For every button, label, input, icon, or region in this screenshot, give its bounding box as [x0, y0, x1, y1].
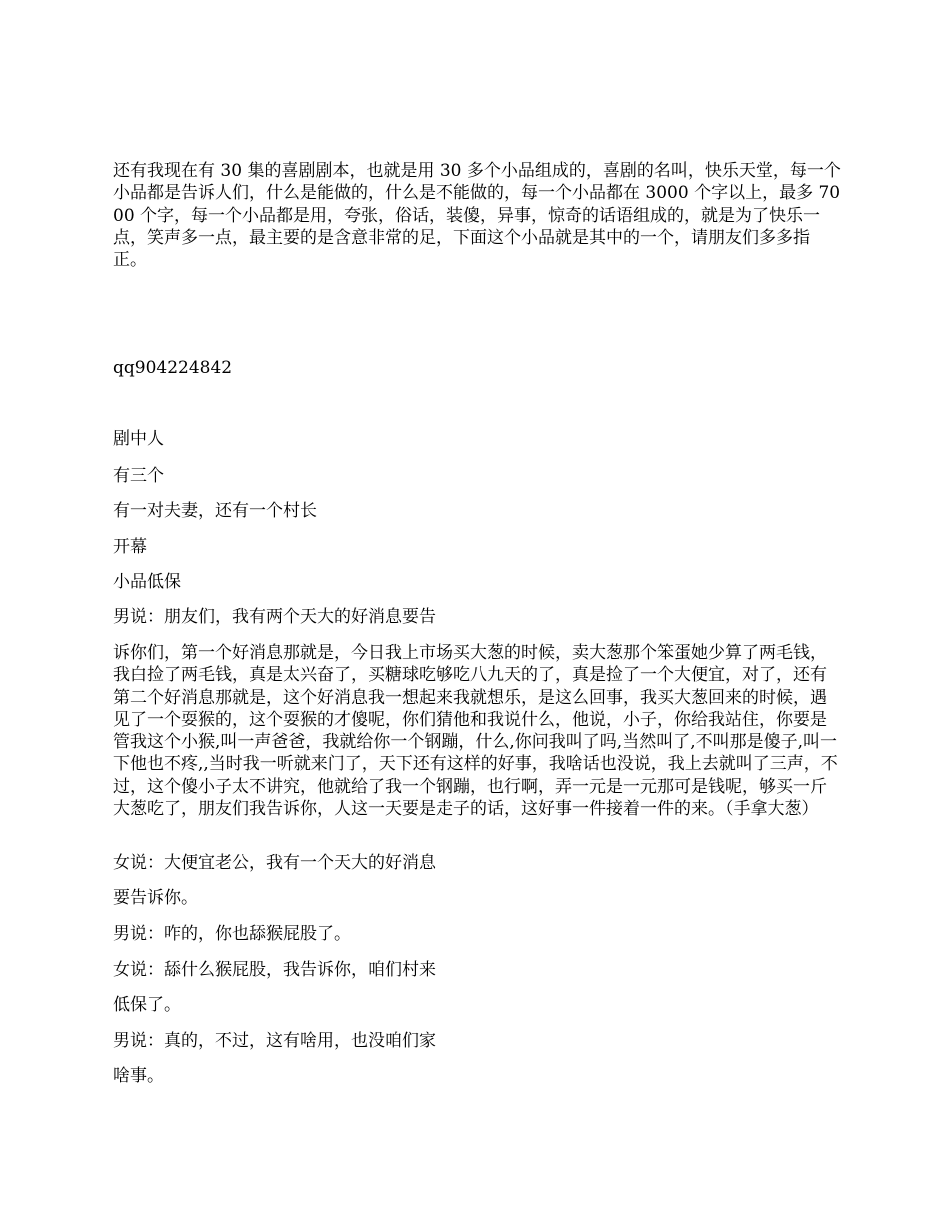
dialogue-line: 啥事。: [113, 1066, 164, 1086]
cast-count: 有三个: [113, 466, 164, 486]
dialogue-line: 女说：大便宜老公，我有一个天大的好消息: [113, 853, 436, 873]
dialogue-line: 要告诉你。: [113, 888, 198, 908]
curtain-line: 开幕: [113, 537, 147, 557]
dialogue-line: 男说：真的，不过，这有啥用，也没咱们家: [113, 1031, 436, 1051]
qq-contact: qq904224842: [113, 358, 233, 378]
dialogue-line: 男说：朋友们，我有两个天大的好消息要告: [113, 607, 436, 627]
skit-title: 小品低保: [113, 572, 181, 592]
cast-heading: 剧中人: [113, 429, 164, 449]
dialogue-line: 低保了。: [113, 995, 181, 1015]
dialogue-line: 女说：舔什么猴屁股，我告诉你，咱们村来: [113, 960, 436, 980]
cast-description: 有一对夫妻，还有一个村长: [113, 501, 317, 521]
dialogue-paragraph: 诉你们，第一个好消息那就是，今日我上市场买大葱的时候，卖大葱那个笨蛋她少算了两毛钱，我白捡了两毛钱，真是太兴奋了，买糖球吃够吃八九天的了，真是捡了一个大便宜，对了，还有第二个好消息那就是，这个好消息我一想起来我就想乐，是这么回事，我买大葱回来的时候，遇见了一个耍猴的，这个耍猴的才傻呢，你们猜他和我说什么，他说，小子，你给我站住，你要是管我这个小猴,叫一声爸爸，我就给你一个钢蹦，什么,你问我叫了吗,当然叫了,不叫那是傻子,叫一下他也不疼,,当时我一听就来门了，天下还有这样的好事，我啥话也没说，我上去就叫了三声，不过，这个傻小子太不讲究，他就给了我一个钢蹦，也行啊，弄一元是一元那可是钱呢，够买一斤大葱吃了，朋友们我告诉你，人这一天要是走子的话，这好事一件接着一件的来。（手拿大葱）: [113, 643, 838, 820]
intro-paragraph: 还有我现在有 30 集的喜剧剧本，也就是用 30 多个小品组成的，喜剧的名叫，快乐天堂，每一个小品都是告诉人们，什么是能做的，什么是不能做的，每一个小品都在 3000 个字以上，最多 7000 个字，每一个小品都是用，夸张，俗话，装傻，异事，惊奇的话语组成的，就是为了快乐一点，笑声多一点，最主要的是含意非常的足，下面这个小品就是其中的一个，请朋友们多多指正。: [113, 161, 841, 271]
dialogue-line: 男说：咋的，你也舔猴屁股了。: [113, 924, 351, 944]
